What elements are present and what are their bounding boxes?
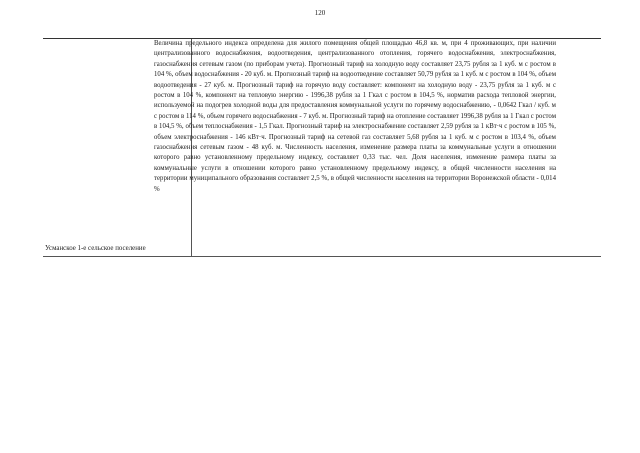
settlement-name-cell: Усманское 1-е сельское поселение (45, 245, 146, 252)
page-number: 120 (314, 9, 326, 17)
tariff-description-cell: Величина предельного индекса определена для жилого помещения общей площадью 46,8 кв. м, при 4 проживающих, при наличии централизованного водоснабжения, водоотведения, централизованного отопления, горячего водоснабжения, электроснабжения, газоснабжения сетевым газом (по приборам учета). Прогнозный тариф на холодную воду составляет 23,75 рубля за 1 куб. м с ростом в 104 %, объем водоснабжения - 20 куб. м. Прогнозный тариф на водоотведение составляет 50,79 рубля за 1 куб. м с ростом в 104 %, объем водоотведения - 27 куб. м. Прогнозный тариф на горячую воду составляет: компонент на холодную воду - 23,75 рубля за 1 куб. м с ростом в 104 %, компонент на тепловую энергию - 1996,38 рубля за 1 Гкал с ростом в 104,5 %, норматив расхода тепловой энергии, используемой на подогрев холодной воды для предоставления коммунальной услуги по горячему водоснабжению, - 0,0642 Гкал / куб. м с ростом в 114 %, объем горячего водоснабжения - 7 куб. м. Прогнозный тариф на отопление составляет 1996,38 рубля за 1 Гкал с ростом в 104,5 %, объем теплоснабжения - 1,5 Гкал. Прогнозный тариф на электроснабжение составляет 2,59 рубля за 1 кВт·ч с ростом в 105 %, объем электроснабжения - 146 кВт·ч. Прогнозный тариф на сетевой газ составляет 5,68 рубля за 1 куб. м с ростом в 103,4 %, объем газоснабжения сетевым газом - 48 куб. м. Численность населения, изменение размера платы за коммунальные услуги в отношении которого равно установленному предельному индексу, составляет 0,33 тыс. чел. Доля населения, изменение размера платы за коммунальные услуги в отношении которого равно установленному предельному индексу, в общей численности населения на территории муниципального образования составляет 2,5 %, в общей численности населения на территории Воронежской области - 0,014 % (154, 40, 557, 193)
